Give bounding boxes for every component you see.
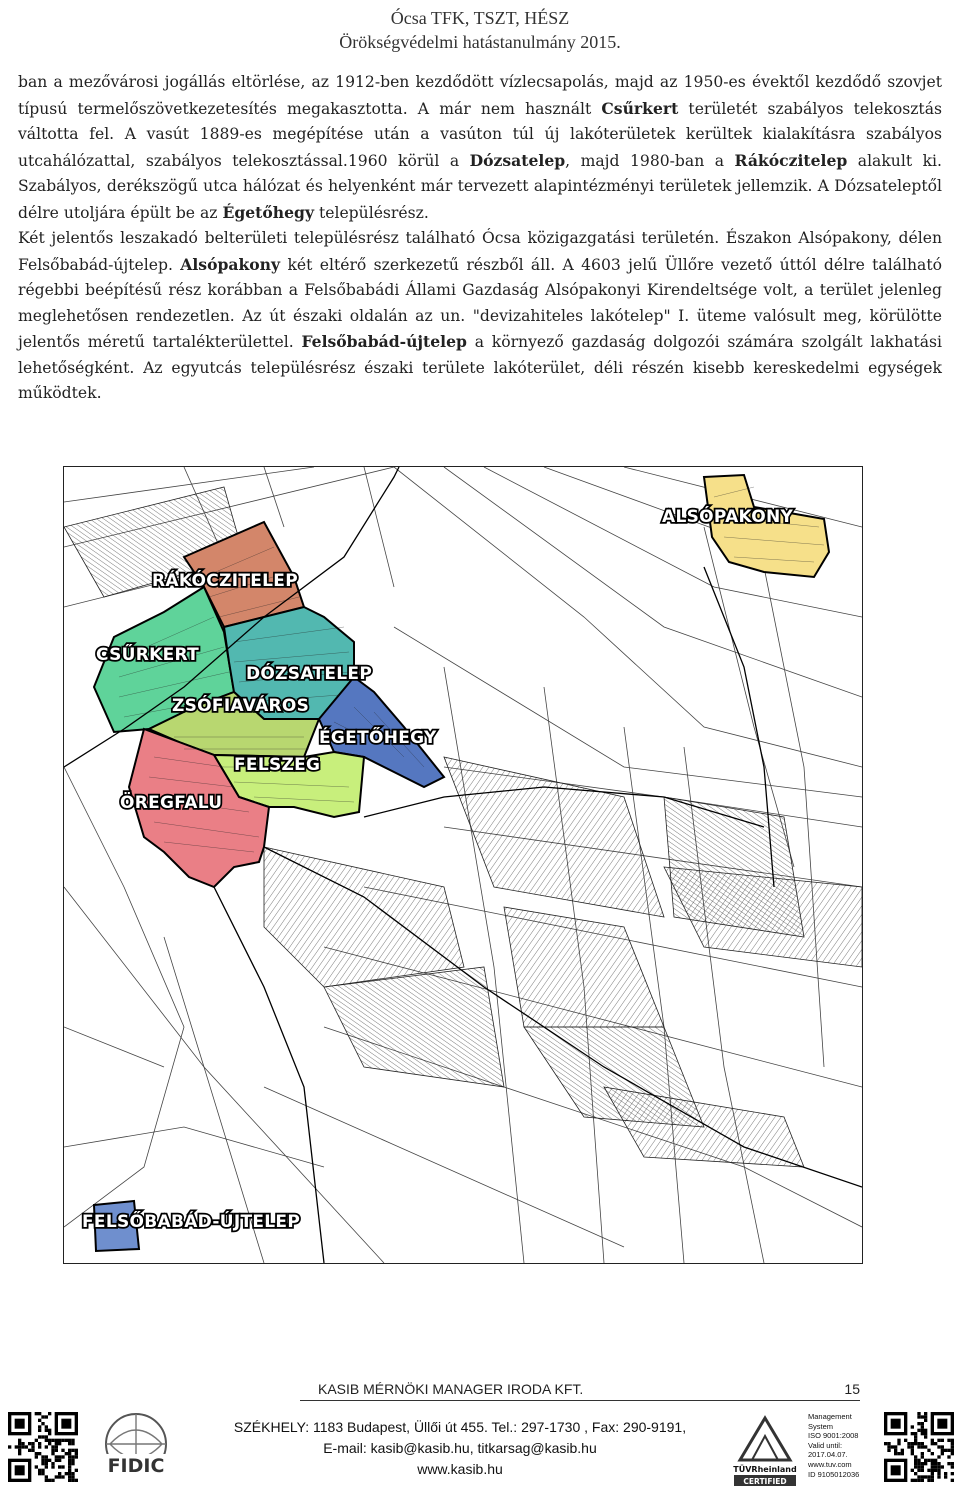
settlement-map	[63, 466, 863, 1264]
document-header	[0, 6, 960, 54]
cert-line: System	[808, 1421, 834, 1431]
cert-line: 2017.04.07.	[808, 1450, 848, 1460]
label-oregfalu: ÖREGFALU	[120, 793, 223, 813]
text-run: alakult ki. Szabályos, derékszögű utca hálózat és helyenként már tervezett alapintézményi területek jellemzik. A Dózsateleptől délre utoljára épült be az	[18, 151, 942, 222]
bold-term: Alsópakony	[180, 254, 281, 274]
label-dozsatelep: DÓZSATELEP	[246, 664, 373, 684]
paragraph-2	[18, 226, 942, 407]
bold-term: Rákóczitelep	[734, 150, 848, 170]
footer-divider	[300, 1400, 860, 1401]
website-line: www.kasib.hu	[417, 1461, 503, 1477]
text-run: ban a mezővárosi jogállás eltörlése, az 1912-ben kezdődött vízlecsapolás, majd az 1950-es évektől kezdődő szovjet típusú termelőszövetkezetesítés megakasztotta. A már nem használt	[18, 73, 942, 118]
header-subtitle: Örökségvédelmi hatástanulmány 2015.	[339, 32, 621, 52]
cert-line: ISO 9001:2008	[808, 1431, 859, 1441]
tuv-certified-badge: CERTIFIED	[743, 1477, 787, 1486]
header-title: Ócsa TFK, TSZT, HÉSZ	[390, 8, 570, 28]
page-number: 15	[844, 1381, 860, 1397]
map-svg	[64, 467, 862, 1263]
bold-term: Csűrkert	[601, 98, 679, 118]
label-felszeg: FELSZEG	[234, 755, 321, 775]
cert-line: Management	[808, 1412, 852, 1421]
text-run: Két jelentős leszakadó belterületi településrész található Ócsa közigazgatási területén. Északon Alsópakony, délen Felsőbabád-újtelep.	[18, 229, 942, 274]
text-run: két eltérő szerkezetű részből áll. A 4603 jelű Üllőre vezető úttól délre található régebbi beépítésű rész korábban a Felsőbabádi Állami Gazdaság Alsópakonyi Kirendeltsége volt, a terület jelenleg meglehetősen rendezetlen. Az út északi oldalán az un. "devizahiteles lakótelep" I. üteme valósult meg, körülötte jelentős méretű tartalékterülettel.	[18, 255, 942, 351]
email-line: E-mail: kasib@kasib.hu, titkarsag@kasib.hu	[323, 1440, 597, 1456]
fidic-logo	[92, 1410, 180, 1486]
text-run: , majd 1980-ban a	[565, 151, 735, 170]
cert-line: www.tuv.com	[808, 1459, 852, 1469]
label-csurkert: CSŰRKERT	[96, 645, 200, 665]
qr-code-left	[8, 1412, 78, 1482]
certification-info	[808, 1412, 884, 1479]
tuv-logo	[730, 1410, 800, 1486]
tuv-name: TÜVRheinland	[733, 1465, 797, 1474]
label-alsopakony: ALSÓPAKONY	[662, 507, 794, 527]
label-rakoczitelep: RÁKÓCZITELEP	[152, 571, 298, 591]
address-line: SZÉKHELY: 1183 Budapest, Üllői út 455. Tel.: 297-1730 , Fax: 290-9191,	[233, 1419, 687, 1435]
text-run: településrész.	[314, 203, 429, 222]
cert-line: ID 9105012036	[808, 1469, 860, 1479]
label-zsofiavaros: ZSÓFIAVÁROS	[172, 696, 310, 716]
qr-code-right	[884, 1412, 954, 1482]
label-felsobabad: FELSŐBABÁD-ÚJTELEP	[82, 1212, 301, 1232]
bold-term: Felsőbabád-újtelep	[301, 332, 467, 351]
fidic-text: FIDIC	[107, 1455, 165, 1477]
bold-term: Dózsatelep	[469, 150, 566, 170]
company-name: KASIB MÉRNÖKI MANAGER IRODA KFT.	[318, 1381, 584, 1397]
cert-line: Valid until:	[808, 1440, 843, 1450]
text-run: területét szabályos telekosztás váltotta fel. A vasút 1889-es megépítése után a vasúton túl új lakóterületek kerültek kialakításra szabályos utcahálózattal, szabályos telekosztással.1960 körül a	[18, 99, 942, 170]
text-run: a környező gazdaság dolgozói számára szolgált lakhatási lehetőségként. Az egyutcás településrész északi területe lakóterület, déli részén kisebb kereskedelmi egységek működtek.	[18, 333, 943, 402]
body-text	[18, 70, 942, 407]
paragraph-1	[18, 70, 942, 226]
label-egetohegy: ÉGETŐHEGY	[319, 728, 437, 748]
contact-block	[210, 1417, 710, 1480]
bold-term: Égetőhegy	[222, 202, 315, 222]
